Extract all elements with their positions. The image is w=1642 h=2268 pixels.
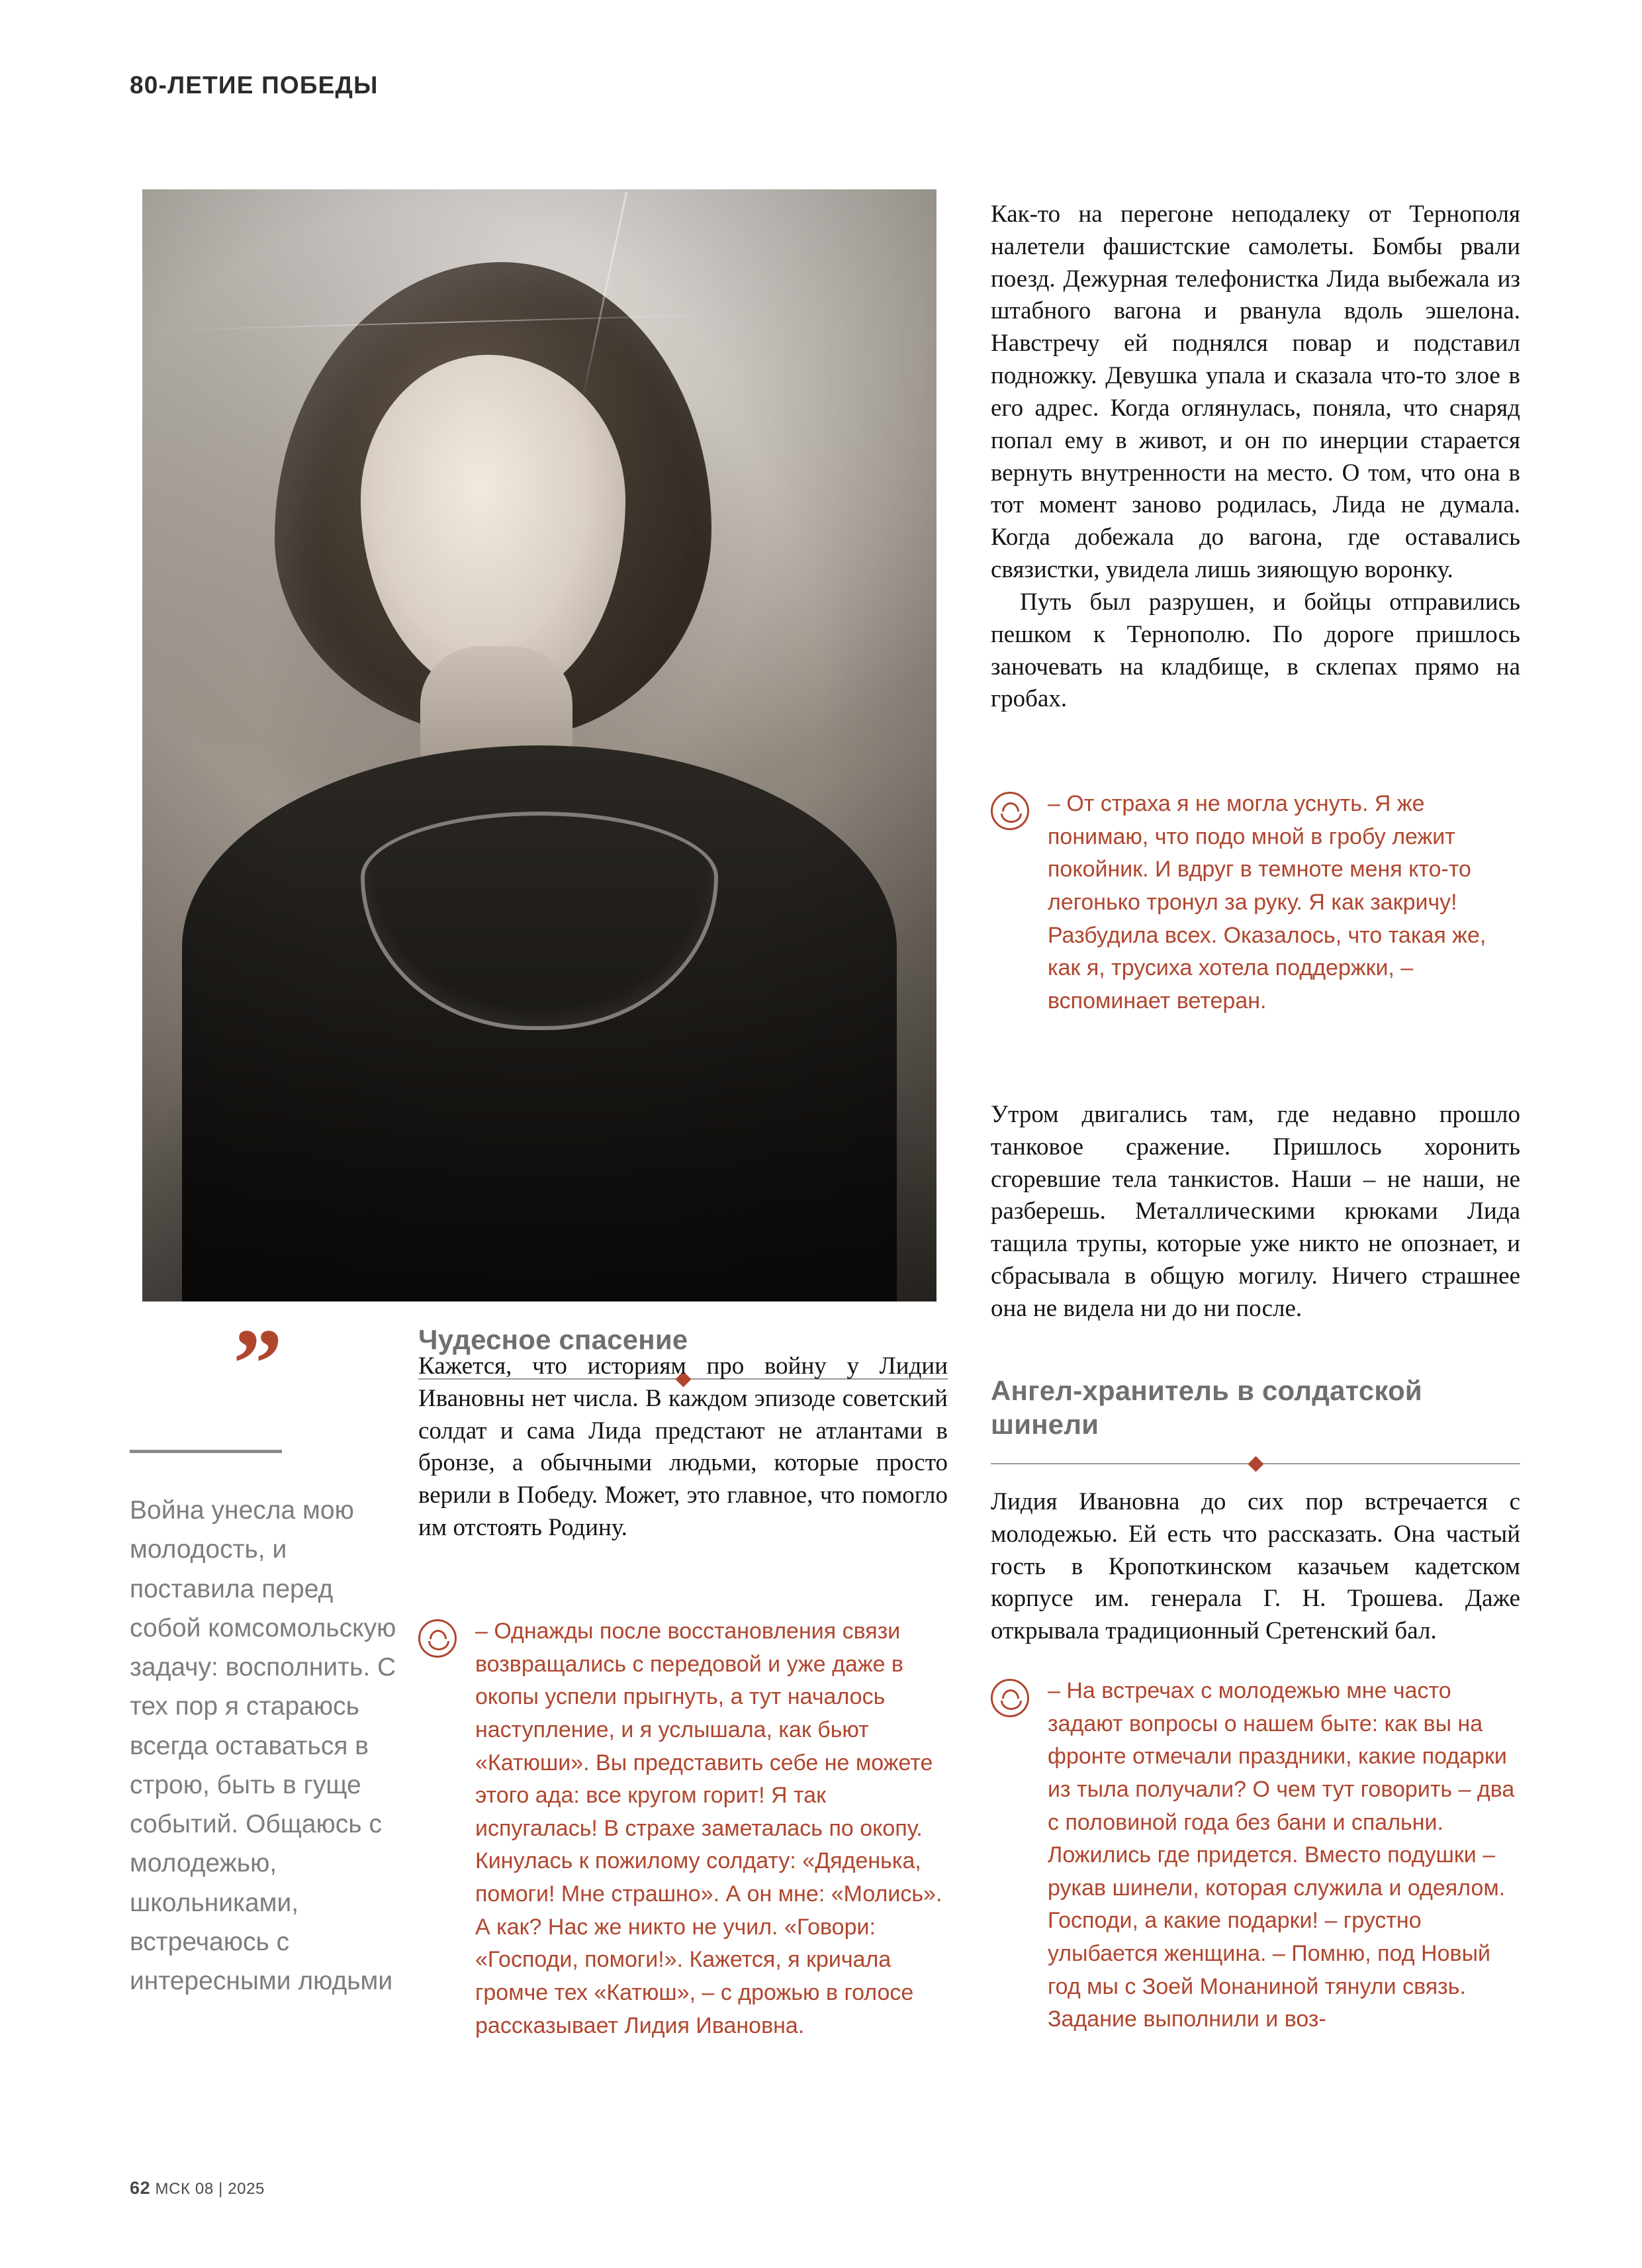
testimony-text: – От страха я не могла уснуть. Я же понимаю, что подо мной в гробу лежит покойник. И вдруг в темноте меня кто-то легонько тронул за руку. Я как закричу! Разбудила всех. Оказалось, что такая же, как я, трусиха хотела поддержки, – вспоминает ветеран. (1048, 791, 1486, 1014)
heading-divider (991, 1456, 1520, 1472)
footer-publication: МСК (155, 2180, 191, 2198)
paragraph: Путь был разрушен, и бойцы отправились пешком к Тернополю. По дороге пришлось заночевать на кладбище, в склепах прямо на гробах. (991, 588, 1520, 713)
footer-separator: | (218, 2180, 223, 2198)
portrait-photo-image (142, 189, 936, 1301)
section-heading-label: Чудесное спасение (418, 1324, 688, 1355)
portrait-photo (142, 189, 936, 1301)
testimony-block-right-1 (991, 788, 1520, 1017)
right-column-body-bottom (991, 1486, 1520, 1648)
testimony-text: – Однажды после восстановления связи возвращались с передовой и уже даже в окопы успели прыгнуть, а тут началось наступление, и я услышала, как бьют «Катюши». Вы представить себе не можете этого ада: все кругом горит! Я так испугалась! В страхе заметалась по окопу. Кинулась к пожилому солдату: «Дяденька, помоги! Мне страшно». А он мне: «Молись». А как? Нас же никто не учил. «Говори: «Господи, помоги!». Кажется, я кричала громче тех «Катюш», – с дрожью в голосе рассказывает Лидия Ивановна. (475, 1619, 942, 2038)
page-number: 62 (130, 2178, 151, 2198)
page-footer (130, 2178, 265, 2198)
quote-mark-icon: ” (233, 1309, 279, 1419)
paragraph: Как-то на перегоне неподалеку от Тернополя налетели фашистские самолеты. Бомбы рвали поезд. Дежурная телефонистка Лида выбежала из штабного вагона и рванула вдоль эшелона. Навстречу ей поднялся повар и подставил подножку. Девушка упала и сказала что-то злое в его адрес. Когда оглянулась, поняла, что снаряд попал ему в живот, и он по инерции старается вернуть внутренности на место. О том, что она в тот момент заново родилась, Лида не думала. Когда добежала до вагона, где оставались связистки, увидела лишь зияющую воронку. (991, 201, 1520, 584)
pull-quote-divider (130, 1450, 282, 1453)
photo-vignette (142, 189, 936, 1301)
paragraph: Лидия Ивановна до сих пор встречается с молодежью. Ей есть что рассказать. Она частый гость в Кропоткинском казачьем кадетском корпусе им. генерала Г. Н. Трошева. Даже открывала традиционный Сретенский бал. (991, 1488, 1520, 1645)
right-column-body-top (991, 199, 1520, 716)
footer-issue: 08 (195, 2180, 214, 2198)
testimony-block-right-2 (991, 1675, 1520, 2036)
paragraph: Кажется, что историям про войну у Лидии Ивановны нет числа. В каждом эпизоде советский солдат и сама Лида предстают не атлантами в бронзе, а обычными людьми, которые просто верили в Победу. Может, это главное, что помогло им отстоять Родину. (418, 1352, 948, 1542)
middle-column-body (418, 1350, 948, 1544)
pull-quote-text: Война унесла мою молодость, и поставила перед собой комсомольскую задачу: восполнить. С тех пор я стараюсь всегда оставаться в строю, быть в гуще событий. Общаюсь с молодежью, школьниками, встречаюсь с интересными людьми (130, 1496, 396, 1996)
testimony-block-middle (418, 1615, 948, 2042)
section-heading-label: Ангел-хранитель в солдатской шинели (991, 1375, 1422, 1441)
right-column-body-middle (991, 1099, 1520, 1325)
quote-bubble-icon (991, 1679, 1029, 1717)
page-rubric: 80-ЛЕТИЕ ПОБЕДЫ (130, 71, 379, 99)
footer-year: 2025 (228, 2180, 265, 2198)
quote-bubble-icon (991, 792, 1029, 830)
paragraph: Утром двигались там, где недавно прошло танковое сражение. Пришлось хоронить сгоревшие тела танкистов. Наши – не наши, не разберешь. Металлическими крюками Лида тащила трупы, которые уже никто не опознает, и сбрасывала в общую могилу. Ничего страшнее она не видела ни до ни после. (991, 1101, 1520, 1322)
diamond-icon (1248, 1456, 1263, 1472)
quote-bubble-icon (418, 1619, 457, 1658)
testimony-text: – На встречах с молодежью мне часто задают вопросы о нашем быте: как вы на фронте отмечали праздники, какие подарки из тыла получали? О чем тут говорить – два с половиной года без бани и спальни. Ложились где придется. Вместо подушки – рукав шинели, которая служила и одеялом. Господи, а какие подарки! – грустно улыбается женщина. – Помню, под Новый год мы с Зоей Монаниной тянули связь. Задание выполнили и воз- (1048, 1678, 1515, 2032)
section-heading-guardian-angel (991, 1374, 1520, 1472)
